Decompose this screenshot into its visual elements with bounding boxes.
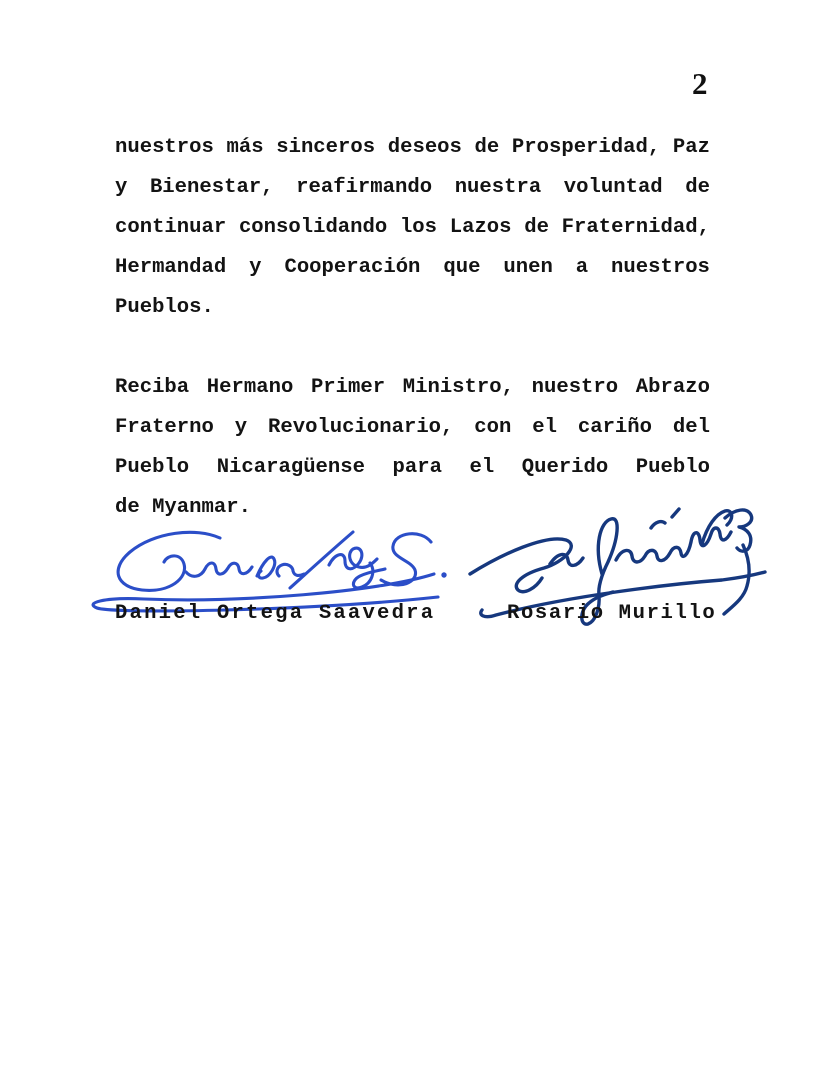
word: con (474, 416, 512, 439)
word: Fraternidad, (561, 216, 710, 239)
word: Pueblo (115, 456, 190, 479)
word: Ministro, (402, 376, 514, 399)
word: más (226, 136, 264, 159)
word: reafirmando (296, 176, 433, 199)
word: y (115, 176, 128, 199)
word: y (249, 256, 262, 279)
word: Pueblo (635, 456, 710, 479)
word: nuestro (531, 376, 619, 399)
word: Cooperación (284, 256, 421, 279)
text-line (115, 208, 710, 248)
word: Abrazo (635, 376, 710, 399)
body-paragraph-2 (115, 368, 710, 528)
word: deseos (387, 136, 462, 159)
page-number: 2 (692, 66, 708, 101)
text-line (115, 168, 710, 208)
word: consolidando (238, 216, 388, 239)
word: Revolucionario, (268, 416, 454, 439)
word: cariño (577, 416, 653, 439)
word: de (524, 216, 549, 239)
body-paragraph-1 (115, 128, 710, 328)
word: para (392, 456, 442, 479)
word: Lazos (449, 216, 512, 239)
signatory-name-daniel-ortega: Daniel Ortega Saavedra (115, 602, 436, 625)
text-line (115, 368, 710, 408)
word: nuestros (115, 136, 214, 159)
word: el (532, 416, 557, 439)
word: a (575, 256, 589, 279)
word: nuestros (611, 256, 710, 279)
text-line (115, 128, 710, 168)
word: voluntad (563, 176, 663, 199)
word: unen (503, 256, 553, 279)
word: el (469, 456, 495, 479)
text-line: de Myanmar. (115, 496, 251, 519)
word: Bienestar, (149, 176, 274, 199)
word: Paz (672, 136, 710, 159)
word: Reciba (115, 376, 190, 399)
word: Hermandad (115, 256, 227, 279)
word: de (474, 136, 500, 159)
word: de (685, 176, 710, 199)
word: Nicaragüense (216, 456, 365, 479)
word: continuar (115, 216, 227, 239)
text-line (115, 448, 710, 488)
text-line (115, 248, 710, 288)
word: nuestra (454, 176, 542, 199)
text-line (115, 408, 710, 448)
signatory-name-rosario-murillo: Rosario Murillo (507, 602, 717, 625)
word: Fraterno (115, 416, 214, 439)
word: y (234, 416, 248, 439)
word: sinceros (276, 136, 376, 159)
word: Prosperidad, (511, 136, 661, 159)
word: Querido (521, 456, 609, 479)
word: Primer (310, 376, 386, 399)
word: Hermano (206, 376, 294, 399)
word: del (672, 416, 710, 439)
word: que (443, 256, 481, 279)
text-line: Pueblos. (115, 296, 214, 319)
word: los (399, 216, 438, 239)
